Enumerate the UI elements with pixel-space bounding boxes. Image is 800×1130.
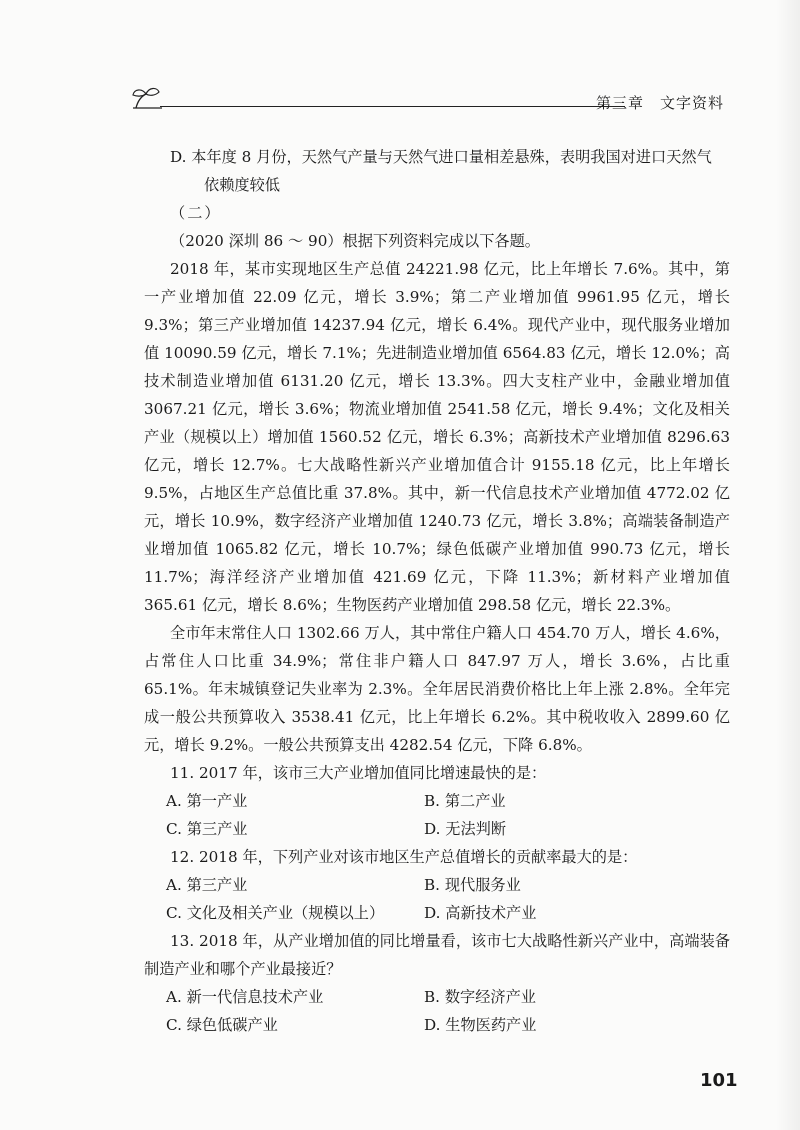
question-13-option-a[interactable]: A. 新一代信息技术产业 [166, 988, 324, 1006]
question-11-options-row-1 [166, 787, 730, 815]
question-13-option-c[interactable]: C. 绿色低碳产业 [166, 1016, 278, 1034]
prev-option-d-line1: D. 本年度 8 月份，天然气产量与天然气进口量相差悬殊，表明我国对进口天然气 [170, 148, 712, 166]
question-11-option-a[interactable]: A. 第一产业 [166, 792, 248, 810]
page-edge-shadow [776, 0, 800, 1130]
material-paragraph-2: 全市年末常住人口 1302.66 万人，其中常住户籍人口 454.70 万人，增长 4.6%，占常住人口比重 34.9%；常住非户籍人口 847.97 万人，增长 3.6%，占比重 65.1%。年末城镇登记失业率为 2.3%。全年居民消费价格比上年上涨 2.8%。全年完成一般公共预算收入 3538.41 亿元，比上年增长 6.2%。其中税收收入 2899.60 亿元，增长 9.2%。一般公共预算支出 4282.54 亿元，下降 6.8%。 [144, 624, 730, 754]
question-11-options-row-2 [166, 815, 730, 843]
sprout-icon [130, 86, 164, 112]
question-12-option-b[interactable]: B. 现代服务业 [424, 876, 521, 894]
content [144, 143, 730, 1039]
question-11-stem: 11. 2017 年，该市三大产业增加值同比增速最快的是： [170, 764, 547, 782]
question-12-options-row-2 [166, 899, 730, 927]
page-number: 101 [700, 1070, 738, 1091]
question-11-option-d[interactable]: D. 无法判断 [424, 820, 507, 838]
header-rule [160, 106, 625, 107]
question-13-stem: 13. 2018 年，从产业增加值的同比增量看，该市七大战略性新兴产业中，高端装备制造产业和哪个产业最接近？ [144, 932, 730, 978]
question-12-options-row-1 [166, 871, 730, 899]
question-13-options-row-2 [166, 1011, 730, 1039]
question-12-stem: 12. 2018 年，下列产业对该市地区生产总值增长的贡献率最大的是： [170, 848, 638, 866]
question-12-option-c[interactable]: C. 文化及相关产业（规模以上） [166, 904, 385, 922]
prev-option-d-line2: 依赖度较低 [204, 176, 280, 194]
material-paragraph-1: 2018 年，某市实现地区生产总值 24221.98 亿元，比上年增长 7.6%。其中，第一产业增加值 22.09 亿元，增长 3.9%；第二产业增加值 9961.95 亿元，增长 9.3%；第三产业增加值 14237.94 亿元，增长 6.4%。现代产业中，现代服务业增加值 10090.59 亿元，增长 7.1%；先进制造业增加值 6564.83 亿元，增长 12.0%；高技术制造业增加值 6131.20 亿元，增长 13.3%。四大支柱产业中，金融业增加值 3067.21 亿元，增长 3.6%；物流业增加值 2541.58 亿元，增长 9.4%；文化及相关产业（规模以上）增加值 1560.52 亿元，增长 6.3%；高新技术产业增加值 8296.63 亿元，增长 12.7%。七大战略性新兴产业增加值合计 9155.18 亿元，比上年增长 9.5%，占地区生产总值比重 37.8%。其中，新一代信息技术产业增加值 4772.02 亿元，增长 10.9%，数字经济产业增加值 1240.73 亿元，增长 3.8%；高端装备制造产业增加值 1065.82 亿元，增长 10.7%；绿色低碳产业增加值 990.73 亿元，增长 11.7%；海洋经济产业增加值 421.69 亿元，下降 11.3%；新材料产业增加值 365.61 亿元，增长 8.6%；生物医药产业增加值 298.58 亿元，增长 22.3%。 [144, 260, 730, 614]
question-13-options-row-1 [166, 983, 730, 1011]
section-title: （二） [170, 204, 222, 222]
intro-text: （2020 深圳 86 ～ 90）根据下列资料完成以下各题。 [170, 232, 540, 250]
question-11-option-c[interactable]: C. 第三产业 [166, 820, 248, 838]
question-13-option-b[interactable]: B. 数字经济产业 [424, 988, 536, 1006]
question-13-option-d[interactable]: D. 生物医药产业 [424, 1016, 537, 1034]
question-12-option-d[interactable]: D. 高新技术产业 [424, 904, 537, 922]
question-12-option-a[interactable]: A. 第三产业 [166, 876, 248, 894]
question-11-option-b[interactable]: B. 第二产业 [424, 792, 506, 810]
chapter-title: 第三章 文字资料 [595, 94, 724, 112]
page-header [130, 86, 730, 116]
